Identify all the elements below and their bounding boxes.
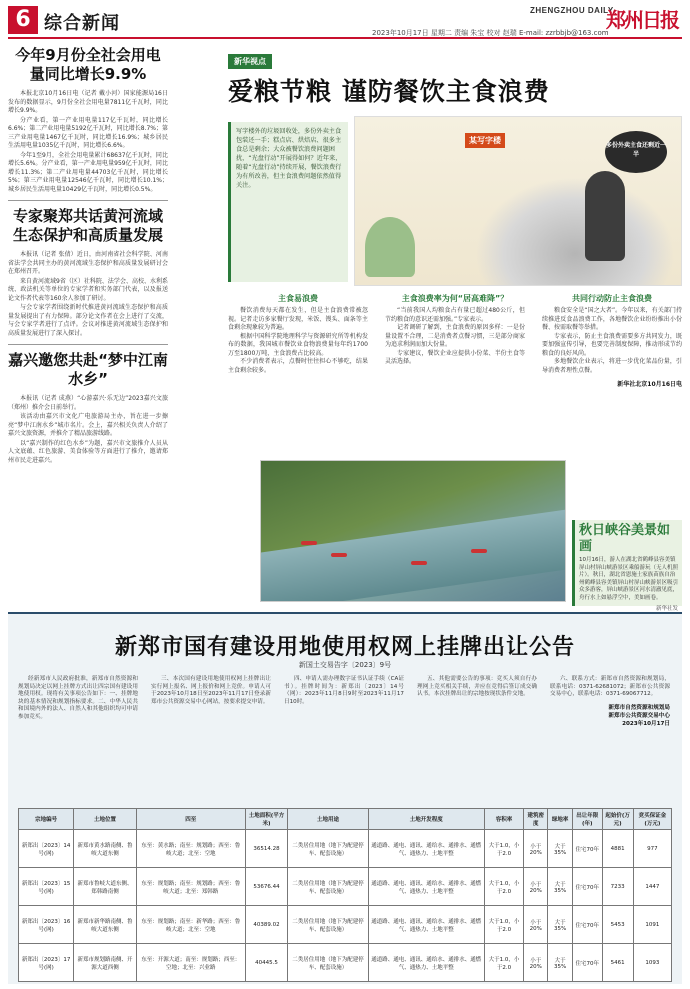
column-header: 建筑密度 xyxy=(524,809,548,830)
paragraph: 根据中国科学院地理科学与资源研究所等机构发布的数据，我国城市餐饮业食物浪费量每年约1700万至1800万吨，主食浪费占比较高。 xyxy=(228,332,368,357)
plant-icon xyxy=(365,217,415,277)
land-table xyxy=(18,808,672,982)
table-cell: 36514.28 xyxy=(245,830,287,868)
paragraph: 经新郑市人民政府批准，新郑市自然资源和规划局决定以网上挂牌方式出让四宗国有建设用地使用权。现将有关事项公告如下：一、挂牌地块的基本情况和规划指标要求。二、中华人民共和国境内外的法人、自然人和其他组织均可申请参加竞买。 xyxy=(18,676,138,720)
table-cell: 住宅70年 xyxy=(572,906,602,944)
table-cell: 大于1.0，小于2.0 xyxy=(484,906,523,944)
paragraph: 五、其他需要公告的事项：竞买人须自行办理网上竞买相关手续，并应在竞得后签订成交确认书。本次挂牌出让的宗地按现状条件交地。 xyxy=(417,676,537,698)
masthead xyxy=(0,0,690,40)
boat-icon xyxy=(411,561,427,565)
paper-name-en: ZHENGZHOU DAILY xyxy=(530,6,614,15)
notice-column xyxy=(417,676,537,699)
table-cell: 大于35% xyxy=(548,868,572,906)
cartoon-illustration xyxy=(354,116,682,286)
table-cell: 大于1.0，小于2.0 xyxy=(484,830,523,868)
table-cell: 小于20% xyxy=(524,830,548,868)
story-column-1 xyxy=(228,290,368,375)
article-yellow-river xyxy=(8,207,168,338)
subheading: 共同行动防止主食浪费 xyxy=(572,294,652,303)
table-cell: 东至：开源大道；南至：规划路；西至：空地；北至：兴业路 xyxy=(136,944,245,982)
paragraph: 专家建议，餐饮企业应提供小份菜、半份主食等灵活选择。 xyxy=(385,349,525,365)
notice-text xyxy=(18,676,672,802)
table-cell: 东至：规划路；南至：新华路；西至：鲁岐大道；北至：空地 xyxy=(136,906,245,944)
table-cell: 53676.44 xyxy=(245,868,287,906)
story-column-2 xyxy=(385,290,525,367)
table-row xyxy=(19,906,672,944)
story-column-3 xyxy=(542,290,682,388)
table-cell: 新郑出〔2023〕17号(网) xyxy=(19,944,74,982)
table-cell: 新郑出〔2023〕14号(网) xyxy=(19,830,74,868)
table-cell: 东至：规划路；南至：规划路；西至：鲁岐大道；北至：郑韩路 xyxy=(136,868,245,906)
table-cell: 新郑市规划路南侧、开源大道西侧 xyxy=(74,944,137,982)
table-cell: 新郑市黄水路南侧、鲁岐大道东侧 xyxy=(74,830,137,868)
table-cell: 1447 xyxy=(633,868,671,906)
article-headline: 今年9月份全社会用电量同比增长9.9% xyxy=(15,46,161,83)
building-sign: 某写字楼 xyxy=(465,133,505,148)
column-header: 土地开发程度 xyxy=(368,809,484,830)
paragraph: 本报北京10月16日电（记者 戴小河）国家能源局16日发布的数据显示，9月份全社会用电量7811亿千瓦时，同比增长9.9%。 xyxy=(8,90,168,114)
divider xyxy=(8,200,168,201)
date-line: 2023年10月17日 星期二 责编 朱宝 校对 赵瑞 E-mail: zzrbbjb@163.com xyxy=(372,29,609,37)
column-header: 四至 xyxy=(136,809,245,830)
river-shape xyxy=(261,509,566,602)
paragraph: 分产业看，第一产业用电量117亿千瓦时，同比增长6.6%；第二产业用电量5192亿千瓦时，同比增长8.7%；第三产业用电量1467亿千瓦时，同比增长16.9%；城乡居民生活用电量1035亿千瓦时，同比增长6.6%。 xyxy=(8,116,168,149)
land-notice xyxy=(8,612,682,984)
subheading: 主食易浪费 xyxy=(278,294,318,303)
section-title: 综合新闻 xyxy=(44,13,120,34)
table-cell: 住宅70年 xyxy=(572,830,602,868)
left-column xyxy=(8,46,168,466)
person-figure xyxy=(585,171,625,261)
page-number: 6 xyxy=(8,6,38,34)
table-cell: 二类居住用地（地下为配建停车、配套设施） xyxy=(288,906,368,944)
table-cell: 小于20% xyxy=(524,906,548,944)
table-cell: 新郑市新华路南侧、鲁岐大道东侧 xyxy=(74,906,137,944)
table-row xyxy=(19,868,672,906)
article-electricity xyxy=(8,46,168,194)
main-headline: 爱粮节粮 谨防餐饮主食浪费 xyxy=(228,77,550,106)
table-cell: 通道路、通电、通讯、通给水、通排水、通燃气、通热力、土地平整 xyxy=(368,830,484,868)
table-cell: 二类居住用地（地下为配建停车、配套设施） xyxy=(288,868,368,906)
table-cell: 大于35% xyxy=(548,944,572,982)
table-cell: 大于35% xyxy=(548,830,572,868)
speech-bubble: 多份外卖主食还剩近一半 xyxy=(605,131,667,173)
column-header: 土地位置 xyxy=(74,809,137,830)
table-cell: 通道路、通电、通讯、通给水、通排水、通燃气、通热力、土地平整 xyxy=(368,906,484,944)
table-cell: 大于35% xyxy=(548,906,572,944)
paragraph: 与会专家学者围绕新时代推进黄河流域生态保护和高质量发展提出了有力保障。部分论文作者在会上进行了交流，与会专家学者进行了点评。会议对推进黄河流域生态保护和高质量发展进行了深入探讨。 xyxy=(8,304,168,337)
table-cell: 新郑出〔2023〕15号(网) xyxy=(19,868,74,906)
table-cell: 新郑出〔2023〕16号(网) xyxy=(19,906,74,944)
article-body xyxy=(8,90,168,194)
table-cell: 二类居住用地（地下为配建停车、配套设施） xyxy=(288,830,368,868)
notice-subtitle: 新国土交易告字〔2023〕9号 xyxy=(298,661,392,669)
table-cell: 40389.02 xyxy=(245,906,287,944)
table-cell: 小于20% xyxy=(524,944,548,982)
paragraph: 今年1至9月，全社会用电量累计68637亿千瓦时，同比增长5.6%。分产业看，第一产业用电量959亿千瓦时，同比增长11.3%；第二产业用电量44703亿千瓦时，同比增长5%；第三产业用电量12546亿千瓦时，同比增长10.1%；城乡居民生活用电量10429亿千瓦时，同比增长0.5%。 xyxy=(8,151,168,193)
table-cell: 东至：黄水路；南至：规划路；西至：鲁岐大道；北至：空地 xyxy=(136,830,245,868)
boat-icon xyxy=(301,541,317,545)
boat-icon xyxy=(471,549,487,553)
notice-column xyxy=(284,676,404,706)
photo-title: 秋日峡谷美景如画 xyxy=(579,523,671,554)
article-body xyxy=(8,395,168,465)
masthead-rule xyxy=(8,37,682,39)
boat-icon xyxy=(331,553,347,557)
column-header: 容积率 xyxy=(484,809,523,830)
table-cell: 二类居住用地（地下为配建停车、配套设施） xyxy=(288,944,368,982)
table-cell: 新郑市鲁岐大道东侧、郑韩路南侧 xyxy=(74,868,137,906)
paragraph: 记者调研了解到，主食浪费的原因多样：一是份量设置不合理，二是消费者点餐习惯，三是部分商家为追求利润而加大份量。 xyxy=(385,324,525,348)
column-header: 绿地率 xyxy=(548,809,572,830)
table-cell: 4881 xyxy=(602,830,633,868)
table-cell: 大于1.0，小于2.0 xyxy=(484,868,523,906)
table-cell: 通道路、通电、通讯、通给水、通排水、通燃气、通热力、土地平整 xyxy=(368,868,484,906)
table-cell: 1091 xyxy=(633,906,671,944)
table-row xyxy=(19,944,672,982)
table-cell: 5453 xyxy=(602,906,633,944)
table-header-row xyxy=(19,809,672,830)
paragraph: 本报讯（记者 张倩）近日，由河南省社会科学院、河南省法学会共同主办的黄河流域生态保护和高质量发展研讨会在郑州召开。 xyxy=(8,251,168,275)
article-body xyxy=(8,251,168,338)
table-cell: 5461 xyxy=(602,944,633,982)
table-cell: 1093 xyxy=(633,944,671,982)
paragraph: 六、联系方式：新郑市自然资源和规划局，联系电话：0371-62681072；新郑市公共资源交易中心，联系电话：0371-69067712。 xyxy=(550,676,670,698)
paragraph: 三、本次国有建设用地使用权网上挂牌出让实行网上报名、网上报价和网上竞价。申请人可于2023年10月18日至2023年11月17日登录新郑市公共资源交易中心网站，按要求提交申请。 xyxy=(151,676,271,705)
table-cell: 7233 xyxy=(602,868,633,906)
article-headline: 专家聚郑共话黄河流域生态保护和高质量发展 xyxy=(12,207,163,244)
paragraph: 粮食安全是“国之大者”。今年以来，有关部门持续推进反食品浪费工作，各地餐饮企业纷纷推出小份餐、按需取餐等举措。 xyxy=(542,307,682,331)
divider xyxy=(8,344,168,345)
notice-column xyxy=(18,676,138,722)
table-cell: 小于20% xyxy=(524,868,548,906)
article-headline: 嘉兴邀您共赴“梦中江南水乡” xyxy=(8,351,168,388)
photo-credit: 新华社发 xyxy=(655,606,678,612)
paragraph: 四、申请人需办理数字证书认证手续（CA证书）。挂牌时间为：新郑出〔2023〕14号（网）：2023年11月8日9时至2023年11月17日10时。 xyxy=(284,676,404,705)
paragraph: 不少消费者表示，点餐时往往担心不够吃，结果主食剩余较多。 xyxy=(228,358,368,374)
notice-signature: 新郑市自然资源和规划局 新郑市公共资源交易中心 2023年10月17日 xyxy=(608,704,670,727)
article-jiaxing xyxy=(8,351,168,465)
paragraph: 本报讯（记者 成燕）“心游嘉兴·乐无边”2023嘉兴文旅（郑州）推介会日前举行。 xyxy=(8,395,168,411)
notice-column xyxy=(550,676,670,727)
paragraph: 该活动由嘉兴市文化广电旅游局主办，旨在进一步擦亮“梦中江南水乡”城市名片。会上，嘉兴相关负责人介绍了嘉兴文旅资源，并推介了精品旅游线路。 xyxy=(8,413,168,437)
column-header: 出让年限(年) xyxy=(572,809,602,830)
news-photo xyxy=(260,460,566,602)
paragraph: 以“嘉兴制作的红色水乡”为题，嘉兴市文旅推介人员从人文底蕴、红色旅游、美食体验等方面进行了推介，邀请郑州市民走进嘉兴。 xyxy=(8,439,168,464)
column-tag: 新华视点 xyxy=(228,54,272,69)
table-cell: 977 xyxy=(633,830,671,868)
photo-caption xyxy=(572,520,682,612)
photo-caption-text: 10月16日，游人在湖北省鹤峰县容美镇屏山村屏山峡游景区乘船游玩（无人机照片）。秋日，湖北省恩施土家族苗族自治州鹤峰县容美镇屏山村屏山峡游景区吸引众多游客，屏山峡游景区河水清澈见底，舟行水上如悬浮空中，美如画卷。 xyxy=(579,557,679,601)
byline: 新华社北京10月16日电 xyxy=(617,381,682,388)
subheading: 主食浪费率为何“居高难降”？ xyxy=(401,294,509,303)
column-header: 宗地编号 xyxy=(19,809,74,830)
paragraph: “当前我国人均粮食占有量已超过480公斤，但节约粮食的意识还需加强。”专家表示。 xyxy=(385,307,525,323)
table-row xyxy=(19,830,672,868)
column-header: 竞买保证金(万元) xyxy=(633,809,671,830)
paragraph: 来自黄河流域9省（区）社科院、法学会、高校、水利系统、政法机关等单位的专家学者和实务部门代表，以及报送论文作者代表等160余人参加了研讨。 xyxy=(8,277,168,302)
table-cell: 通道路、通电、通讯、通给水、通排水、通燃气、通热力、土地平整 xyxy=(368,944,484,982)
table-cell: 住宅70年 xyxy=(572,944,602,982)
table-cell: 40445.5 xyxy=(245,944,287,982)
column-header: 土地用途 xyxy=(288,809,368,830)
column-header: 土地面积(平方米) xyxy=(245,809,287,830)
food-waste-pile xyxy=(475,177,675,286)
paragraph: 多地餐饮企业表示，将进一步优化菜品份量，引导消费者理性点餐。 xyxy=(542,358,682,374)
table-cell: 大于1.0，小于2.0 xyxy=(484,944,523,982)
notice-title: 新郑市国有建设用地使用权网上挂牌出让公告 xyxy=(114,635,575,660)
table-cell: 住宅70年 xyxy=(572,868,602,906)
notice-column xyxy=(151,676,271,706)
intro-box: 写字楼外的垃圾回收处，多份外卖主食包装还一手；糕点店、烘焙店、很多主食总是剩余；大众被餐饮浪费问题困扰，“光盘行动”开展得如何？近年来，随着“光盘行动”持续开展，餐饮浪费行为有所改善，但主食浪费问题依然值得关注。 xyxy=(228,122,348,282)
paper-logo: 郑州日报 xyxy=(606,8,678,32)
paragraph: 专家表示，防止主食浪费需要多方共同发力，既要加强宣传引导，也要完善制度保障，推动形成节约粮食的良好风尚。 xyxy=(542,332,682,357)
paragraph: 餐饮消费每天都在发生，但是主食浪费常被忽视。记者走访多家餐厅发现，米饭、馒头、面条等主食剩余现象较为普遍。 xyxy=(228,307,368,331)
column-header: 起始价(万元) xyxy=(602,809,633,830)
